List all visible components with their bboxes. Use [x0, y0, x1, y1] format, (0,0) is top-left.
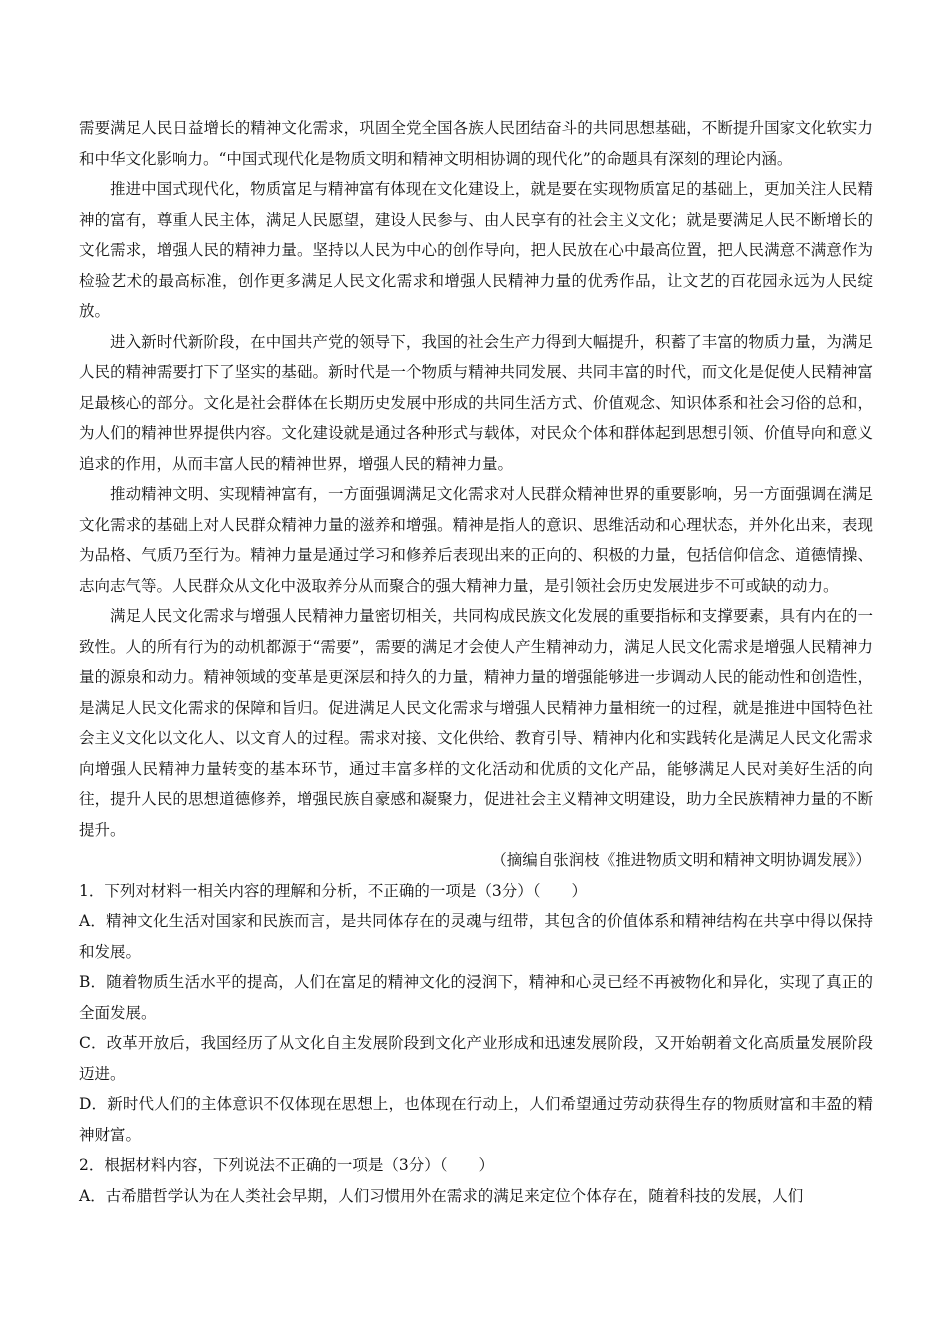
question-1-option-b: B．随着物质生活水平的提高，人们在富足的精神文化的浸润下，精神和心灵已经不再被物化和异化，实现了真正的全面发展。 [79, 973, 873, 1022]
question-2 [79, 1150, 873, 1211]
article-paragraph-1: 需要满足人民日益增长的精神文化需求，巩固全党全国各族人民团结奋斗的共同思想基础，不断提升国家文化软实力和中华文化影响力。“中国式现代化是物质文明和精神文明相协调的现代化”的命题具有深刻的理论内涵。 [79, 119, 873, 168]
article-paragraph-4: 推动精神文明、实现精神富有，一方面强调满足文化需求对人民群众精神世界的重要影响，另一方面强调在满足文化需求的基础上对人民群众精神力量的滋养和增强。精神是指人的意识、思维活动和心理状态，并外化出来，表现为品格、气质乃至行为。精神力量是通过学习和修养后表现出来的正向的、积极的力量，包括信仰信念、道德情操、志向志气等。人民群众从文化中汲取养分从而聚合的强大精神力量，是引领社会历史发展进步不可或缺的动力。 [79, 485, 873, 595]
article-paragraph-3: 进入新时代新阶段，在中国共产党的领导下，我国的社会生产力得到大幅提升，积蓄了丰富的物质力量，为满足人民的精神需要打下了坚实的基础。新时代是一个物质与精神共同发展、共同丰富的时代，而文化是促使人民精神富足最核心的部分。文化是社会群体在长期历史发展中形成的共同生活方式、价值观念、知识体系和社会习俗的总和，为人们的精神世界提供内容。文化建设就是通过各种形式与载体，对民众个体和群体起到思想引领、价值导向和意义追求的作用，从而丰富人民的精神世界，增强人民的精神力量。 [79, 332, 873, 473]
article-source: （摘编自张润枝《推进物质文明和精神文明协调发展》） [491, 851, 871, 869]
question-1-option-c: C．改革开放后，我国经历了从文化自主发展阶段到文化产业形成和迅速发展阶段，又开始朝着文化高质量发展阶段迈进。 [79, 1034, 873, 1083]
question-1-option-d: D．新时代人们的主体意识不仅体现在思想上，也体现在行动上，人们希望通过劳动获得生存的物质财富和丰盈的精神财富。 [79, 1095, 873, 1144]
question-1 [79, 876, 873, 1151]
question-1-stem: 1．下列对材料一相关内容的理解和分析，不正确的一项是（3分）（ ） [79, 881, 587, 900]
question-2-stem: 2．根据材料内容，下列说法不正确的一项是（3分）（ ） [79, 1156, 494, 1174]
question-1-option-a: A．精神文化生活对国家和民族而言，是共同体存在的灵魂与纽带，其包含的价值体系和精神结构在共享中得以保持和发展。 [79, 912, 873, 961]
article-paragraph-5: 满足人民文化需求与增强人民精神力量密切相关，共同构成民族文化发展的重要指标和支撑要素，具有内在的一致性。人的所有行为的动机都源于“需要”，需要的满足才会使人产生精神动力，满足人民文化需求是增强人民精神力量的源泉和动力。精神领域的变革是更深层和持久的力量，精神力量的增强能够进一步调动人民的能动性和创造性，是满足人民文化需求的保障和旨归。促进满足人民文化需求与增强人民精神力量相统一的过程，就是推进中国特色社会主义文化以文化人、以文育人的过程。需求对接、文化供给、教育引导、精神内化和实践转化是满足人民文化需求向增强人民精神力量转变的基本环节，通过丰富多样的文化活动和优质的文化产品，能够满足人民对美好生活的向往，提升人民的思想道德修养，增强民族自豪感和凝聚力，促进社会主义精神文明建设，助力全民族精神力量的不断提升。 [79, 607, 873, 839]
exam-page [79, 113, 873, 1211]
question-2-option-a: A．古希腊哲学认为在人类社会早期，人们习惯用外在需求的满足来定位个体存在，随着科技的发展，人们 [79, 1186, 804, 1205]
article-paragraph-2: 推进中国式现代化，物质富足与精神富有体现在文化建设上，就是要在实现物质富足的基础上，更加关注人民精神的富有，尊重人民主体，满足人民愿望，建设人民参与、由人民享有的社会主义文化；就是要满足人民不断增长的文化需求，增强人民的精神力量。坚持以人民为中心的创作导向，把人民放在心中最高位置，把人民满意不满意作为检验艺术的最高标准，创作更多满足人民文化需求和增强人民精神力量的优秀作品，让文艺的百花园永远为人民绽放。 [79, 180, 873, 320]
